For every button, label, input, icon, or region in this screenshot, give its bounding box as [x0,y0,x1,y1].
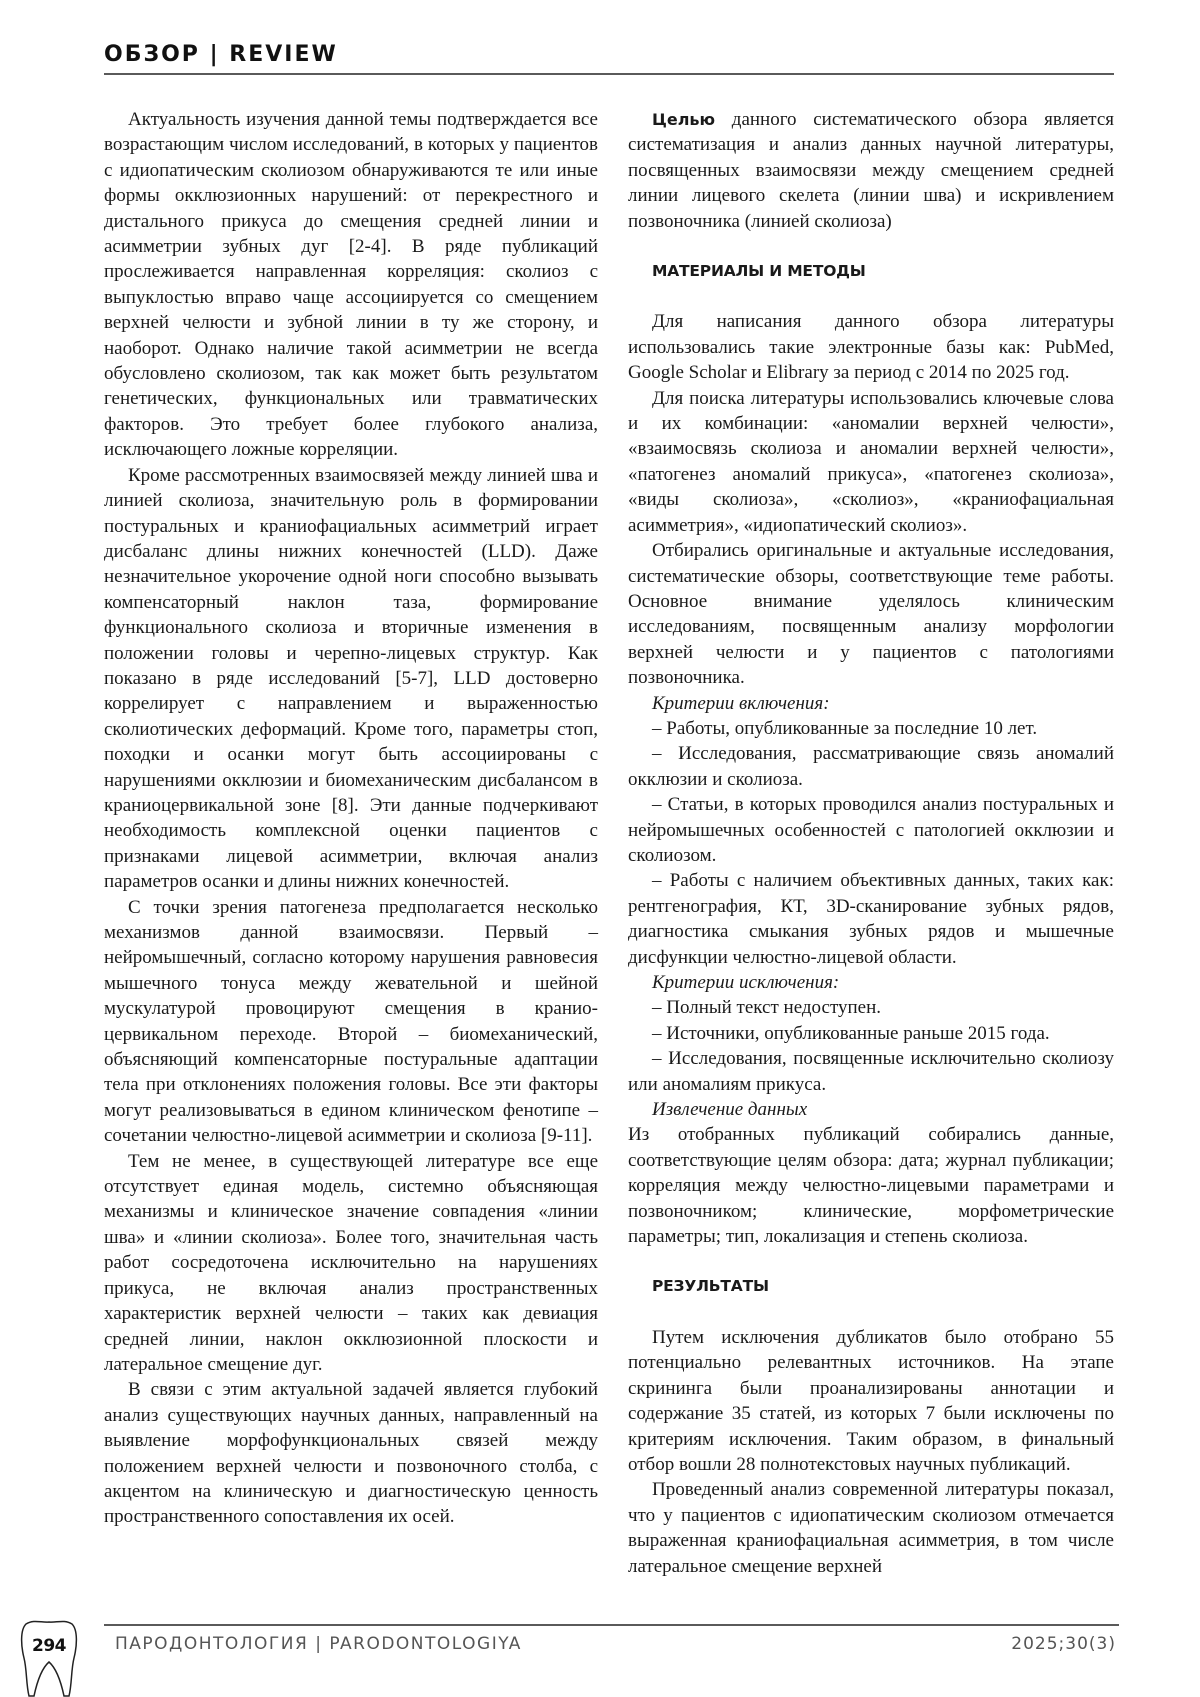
inclusion-item: – Исследования, рассматривающие связь аномалий окклюзии и сколиоза. [628,741,1114,792]
paragraph: Тем не менее, в существующей литературе все еще отсутствует единая модель, системно объясняющая механизмы и клиническое значение совпадения «линии шва» и «линии сколиоза». Более того, значительная часть работ сосредоточена исключительно на нарушениях прикуса, не включая анализ пространственных характеристик верхней челюсти – таких как девиация средней линии, наклон окклюзионной плоскости и латеральное смещение дуг. [104,1149,598,1378]
paragraph: С точки зрения патогенеза предполагается несколько механизмов данной взаимосвязи. Первый – нейромышечный, согласно которому нарушения равновесия мышечного тонуса между жевательной и шейной мускулатурой провоцируют смещения в кранио-цервикальном переходе. Второй – биомеханический, объясняющий компенсаторные постуральные адаптации тела при отклонениях положения головы. Все эти факторы могут реализовываться в едином клиническом фенотипе – сочетании челюстно-лицевой асимметрии и сколиоза [9-11]. [104,895,598,1149]
aim-paragraph [628,107,1114,234]
paragraph: Проведенный анализ современной литературы показал, что у пациентов с идиопатическим сколиозом отмечается выраженная краниофациальная асимметрия, в том числе латеральное смещение верхней [628,1477,1114,1579]
inclusion-item: – Работы, опубликованные за последние 10 лет. [628,716,1114,741]
inclusion-item: – Работы с наличием объективных данных, таких как: рентгенография, КТ, 3D-сканирование зубных рядов, диагностика смыкания зубных рядов и мышечные дисфункции челюстно-лицевой области. [628,868,1114,970]
paragraph: Для написания данного обзора литературы использовались такие электронные базы как: PubMed, Google Scholar и Elibrary за период с 2014 по 2025 год. [628,309,1114,385]
right-column [628,107,1114,1579]
page-number: 294 [14,1636,84,1656]
results-heading: РЕЗУЛЬТАТЫ [652,1274,1114,1299]
paragraph: Актуальность изучения данной темы подтверждается все возрастающим числом исследований, в которых у пациентов с идиопатическим сколиозом обнаруживаются те или иные формы окклюзионных нарушений: от перекрестного и дистального прикуса до смещения средней линии и асимметрии зубных дуг [2-4]. В ряде публикаций прослеживается направленная корреляция: сколиоз с выпуклостью вправо чаще ассоциируется со смещением верхней челюсти и зубной линии в ту же сторону, и наоборот. Однако наличие такой асимметрии не всегда обусловлено сколиозом, так как может быть результатом генетических, функциональных или травматических факторов. Это требует более глубокого анализа, исключающего ложные корреляции. [104,107,598,463]
paragraph: Путем исключения дубликатов было отобрано 55 потенциально релевантных источников. На этапе скрининга были проанализированы аннотации и содержание 35 статей, из которых 7 были исключены по критериям исключения. Таким образом, в финальный отбор вошли 28 полнотекстовых научных публикаций. [628,1325,1114,1477]
exclusion-item: – Источники, опубликованные раньше 2015 года. [628,1021,1114,1046]
header-divider [104,73,1114,75]
inclusion-item: – Статьи, в которых проводился анализ постуральных и нейромышечных особенностей с патологией окклюзии и сколиозом. [628,792,1114,868]
extraction-title: Извлечение данных [628,1097,1114,1122]
methods-heading: МАТЕРИАЛЫ И МЕТОДЫ [652,259,1114,284]
paragraph: Отбирались оригинальные и актуальные исследования, систематические обзоры, соответствующие теме работы. Основное внимание уделялось клиническим исследованиям, посвященным анализу морфологии верхней челюсти и у пациентов с патологиями позвоночника. [628,538,1114,690]
aim-lead: Целью [652,110,715,129]
exclusion-item: – Полный текст недоступен. [628,995,1114,1020]
paragraph: Кроме рассмотренных взаимосвязей между линией шва и линией сколиоза, значительную роль в формировании постуральных и краниофациальных асимметрий играет дисбаланс длины нижних конечностей (LLD). Даже незначительное укорочение одной ноги способно вызывать компенсаторный наклон таза, формирование функционального сколиоза и вторичные изменения в положении головы и черепно-лицевых структур. Как показано в ряде исследований [5-7], LLD достоверно коррелирует с направлением и выраженностью сколиотических деформаций. Кроме того, параметры стоп, походки и осанки могут быть ассоциированы с нарушениями окклюзии и биомеханическим дисбалансом в краниоцервикальной зоне [8]. Эти данные подчеркивают необходимость комплексной оценки пациентов с признаками лицевой асимметрии, включая анализ параметров осанки и длины нижних конечностей. [104,463,598,895]
section-label: ОБЗОР | REVIEW [104,42,338,67]
extraction-text: Из отобранных публикаций собирались данные, соответствующие целям обзора: дата; журнал публикации; корреляция между челюстно-лицевыми параметрами и позвоночником; клинические, морфометрические параметры; тип, локализация и степень сколиоза. [628,1122,1114,1249]
paragraph: В связи с этим актуальной задачей является глубокий анализ существующих научных данных, направленный на выявление морфофункциональных связей между положением верхней челюсти и позвоночного столба, с акцентом на клиническую и диагностическую ценность пространственного сопоставления их осей. [104,1377,598,1529]
tooth-icon [14,1618,84,1697]
aim-text: данного систематического обзора является систематизация и анализ данных научной литературы, посвященных взаимосвязи между смещением средней линии лицевого скелета (линии шва) и искривлением позвоночника (линией сколиоза) [628,109,1114,232]
inclusion-title: Критерии включения: [628,691,1114,716]
exclusion-item: – Исследования, посвященные исключительно сколиозу или аномалиям прикуса. [628,1046,1114,1097]
left-column [104,107,598,1530]
paragraph: Для поиска литературы использовались ключевые слова и их комбинации: «аномалии верхней челюсти», «взаимосвязь сколиоза и аномалии верхней челюсти», «патогенез аномалий прикуса», «патогенез сколиоза», «виды сколиоза», «сколиоз», «краниофациальная асимметрия», «идиопатический сколиоз». [628,386,1114,538]
footer-divider [104,1624,1119,1626]
journal-name: ПАРОДОНТОЛОГИЯ | PARODONTOLOGIYA [115,1634,522,1654]
issue-info: 2025;30(3) [1011,1634,1116,1654]
exclusion-title: Критерии исключения: [628,970,1114,995]
